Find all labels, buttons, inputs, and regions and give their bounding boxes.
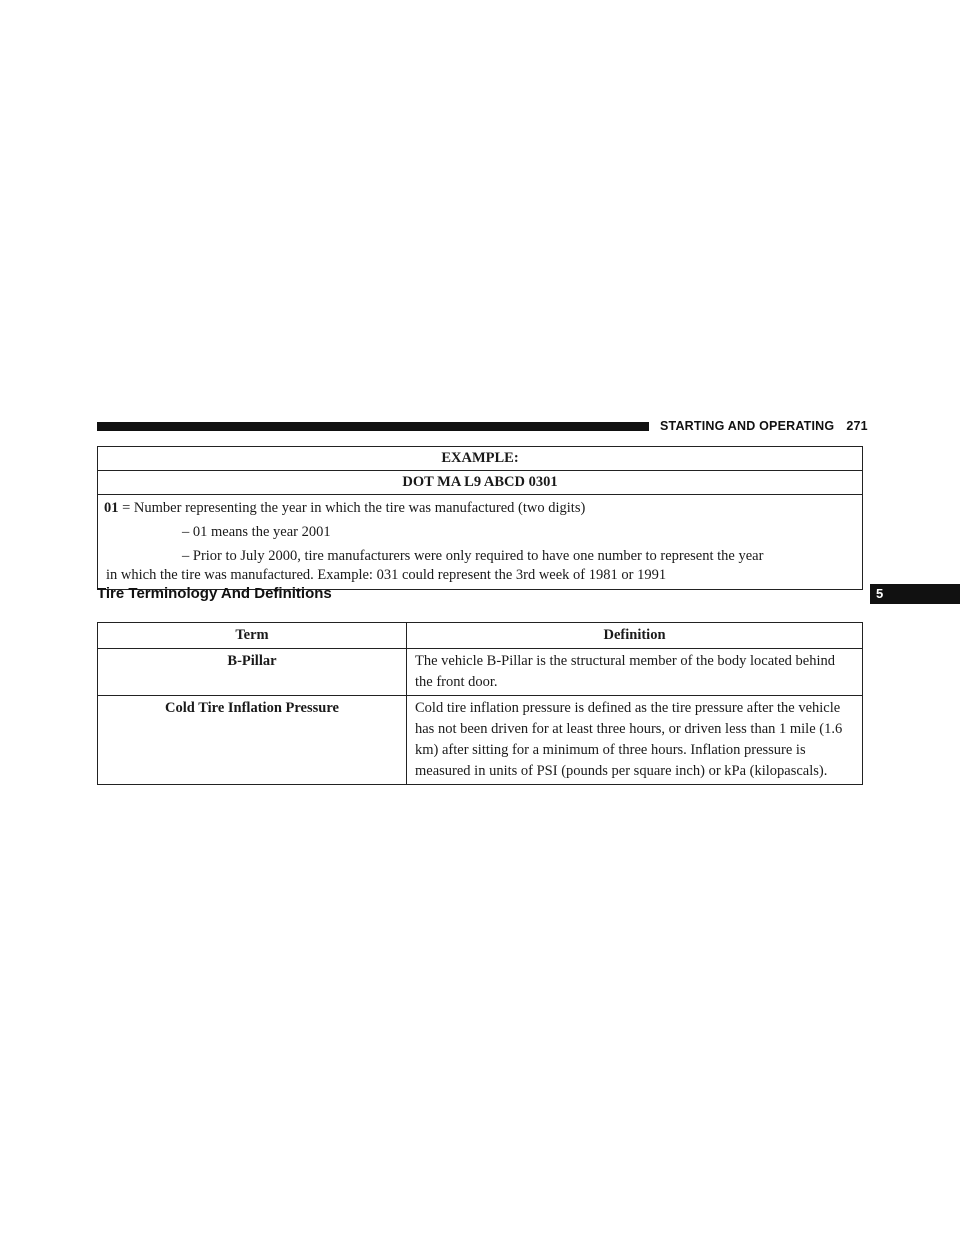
- example-code: DOT MA L9 ABCD 0301: [98, 471, 863, 495]
- field-desc-text: = Number representing the year in which the tire was manufactured (two digits): [122, 500, 586, 516]
- term-header-label: Term: [235, 627, 269, 643]
- table-row: [98, 649, 863, 696]
- definition-cell: Cold tire inflation pressure is defined as the tire pressure after the vehicle has not been driven for at least three hours, or driven less than 1 mile (1.6 km) after sitting for a minimum of three hours. Inflation pressure is measured in units of PSI (pounds per square inch) or kPa (kilopascals).: [407, 696, 863, 785]
- example-title-row: [98, 447, 863, 471]
- example-title: EXAMPLE:: [98, 447, 863, 471]
- example-note: in which the tire was manufactured. Example: 031 could represent the 3rd week of 1981 or 1991: [106, 567, 667, 583]
- term-cell: Cold Tire Inflation Pressure: [98, 696, 407, 785]
- page-number: 271: [846, 419, 868, 433]
- header-rule: [97, 422, 649, 431]
- running-header: [660, 419, 868, 433]
- definition-cell: The vehicle B-Pillar is the structural member of the body located behind the front door.: [407, 649, 863, 696]
- header-section-title: STARTING AND OPERATING: [660, 419, 835, 433]
- example-desc-row: [98, 495, 863, 590]
- field-code: 01: [104, 500, 119, 516]
- example-note: – 01 means the year 2001: [182, 524, 331, 540]
- example-table: [97, 446, 863, 590]
- terms-header-row: [98, 623, 863, 649]
- chapter-tab: 5: [870, 584, 960, 604]
- example-desc-cell: [98, 495, 863, 590]
- field-description: [104, 499, 856, 518]
- term-cell: B-Pillar: [98, 649, 407, 696]
- example-note: – Prior to July 2000, tire manufacturers were only required to have one number to represent the year: [182, 548, 764, 564]
- terms-table: [97, 622, 863, 785]
- table-row: [98, 696, 863, 785]
- example-code-row: [98, 471, 863, 495]
- section-heading: Tire Terminology And Definitions: [97, 585, 332, 602]
- term-header: [98, 623, 407, 649]
- definition-header: Definition: [407, 623, 863, 649]
